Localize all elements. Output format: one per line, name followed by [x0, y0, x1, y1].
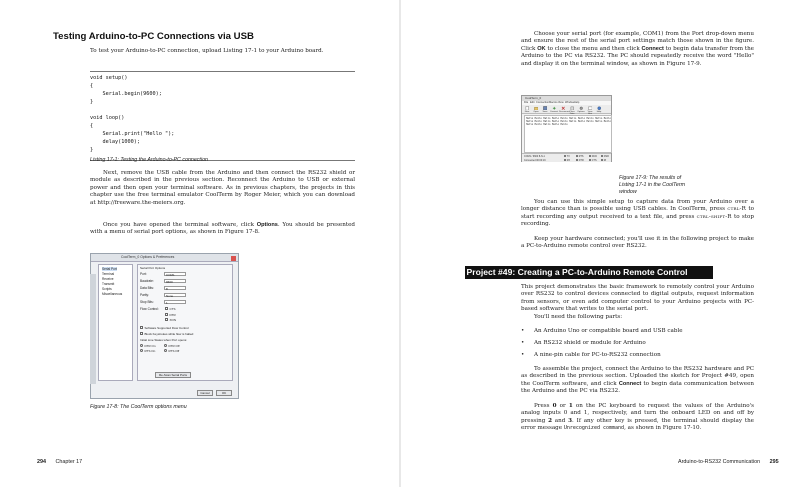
- dialog-title: CoolTerm_0 Options & Preferences: [121, 255, 175, 259]
- nav-item-transmit[interactable]: Transmit: [102, 282, 115, 286]
- coolterm-options-dialog: [90, 253, 239, 399]
- toolbar-clear-data[interactable]: [568, 106, 576, 115]
- parts-list-item: [521, 328, 754, 335]
- port-text-b: to close the menu and then click: [545, 45, 642, 52]
- key-2: 2: [548, 417, 552, 424]
- bullet-icon: •: [521, 340, 525, 346]
- led-dtr-label: DTR: [578, 159, 584, 163]
- view-hex-icon: [588, 106, 593, 111]
- code-line: Serial.begin(9600);: [90, 91, 162, 97]
- ctrl-r-key: ctrl-R: [727, 206, 747, 213]
- led-dcd: [589, 155, 597, 158]
- led-cts-label: CTS: [591, 159, 597, 163]
- rts-off-radio[interactable]: [164, 349, 167, 352]
- recording-text-c: to stop recording.: [521, 213, 754, 228]
- press-text-e: . If any other key is pressed, the terminal should display the error message: [521, 417, 754, 432]
- connect-icon: [552, 106, 557, 111]
- menu-view[interactable]: View: [558, 100, 564, 104]
- intro-paragraph: To test your Arduino-to-PC connection, upload Listing 17-1 to your Arduino board.: [90, 48, 324, 54]
- dtr-off-radio[interactable]: [164, 344, 167, 347]
- led-rx: [564, 159, 570, 162]
- bullet-icon: •: [521, 328, 525, 334]
- port-value: COM1: [166, 273, 175, 277]
- flow-dtr-checkbox[interactable]: [165, 313, 168, 316]
- section-heading: Testing Arduino-to-PC Connections via USB: [53, 31, 254, 42]
- status-connected: Connected 00:00:19: [524, 159, 546, 162]
- menu-edit[interactable]: Edit: [530, 100, 535, 104]
- right-section-label: Arduino-to-RS232 Communication: [678, 459, 761, 465]
- nav-item-terminal[interactable]: Terminal: [102, 272, 115, 276]
- new-icon: [525, 106, 530, 111]
- block-keystrokes-label: Block Keystrokes while flow is halted: [144, 331, 194, 336]
- flow-xon-label: XON: [169, 318, 177, 322]
- port-text-a: Choose your serial port (for example, COM1) from the Port drop-down menu and ensure the rest of the serial port settings match those shown in the figure. Click: [521, 31, 754, 52]
- left-chapter-label: Chapter 17: [55, 459, 83, 465]
- save-icon: [543, 106, 548, 111]
- parts-list-item: [521, 340, 754, 347]
- stopbits-label: Stop Bits:: [140, 300, 154, 304]
- code-line: {: [90, 83, 94, 89]
- press-text-c: on the PC keyboard to request the values of the Arduino's analog inputs 0 and 1, respectively, and turn the onboard LED on and off by pressing: [521, 403, 754, 424]
- toolbar-connect[interactable]: [550, 106, 558, 113]
- code-line: {: [90, 123, 94, 129]
- led-rts-label: RTS: [578, 155, 584, 159]
- parity-dropdown[interactable]: [164, 293, 186, 298]
- led-dsr-label: DSR: [603, 155, 609, 159]
- stopbits-value: 1: [166, 301, 168, 305]
- part-2: An RS232 shield or module for Arduino: [534, 340, 646, 346]
- dialog-titlebar: [91, 254, 238, 262]
- assemble-text-a: To assemble the project, connect the Arduino to the RS232 hardware and PC as described in the previous section. Uploaded the sketch for Project #49, open the CoolTerm software, and click: [521, 366, 754, 387]
- nav-item-misc[interactable]: Miscellaneous: [102, 292, 123, 296]
- parity-value: None: [166, 294, 174, 298]
- keep-connected-paragraph: Keep your hardware connected; you'll use it in the following project to make a PC-to-Arduino remote control over RS232.: [521, 236, 754, 250]
- baudrate-value: 9600: [166, 280, 173, 284]
- body-paragraph-options: [90, 222, 355, 237]
- left-page-number: 294: [37, 459, 46, 465]
- terminal-output-text: Hello Hello Hello Hello Hello Hello Hello Hello Hello Hello Hello Hello Hello Hello Hello Hello Hello Hello Hello Hello Hello Hello Hello Hello Hello: [526, 116, 611, 126]
- dtr-off-label: DTR Off: [168, 343, 180, 348]
- toolbar-clear-data-label: Clear: [569, 110, 575, 113]
- led-tx: [564, 155, 570, 158]
- coolterm-toolbar: [522, 105, 611, 114]
- dtr-on-radio[interactable]: [140, 344, 143, 347]
- baudrate-label: Baudrate:: [140, 279, 154, 283]
- toolbar-new-label: New: [524, 110, 530, 113]
- flow-cts-label: CTS: [169, 307, 176, 311]
- code-line: }: [90, 99, 94, 105]
- port-label: Port:: [140, 272, 147, 276]
- parts-list-item: [521, 352, 754, 359]
- listing-caption: Listing 17-1: Testing the Arduino-to-PC connection: [90, 157, 208, 163]
- open-icon: [534, 106, 539, 111]
- left-folio: [37, 459, 82, 465]
- led-dcd-label: DCD: [591, 155, 597, 159]
- ok-keyword: OK: [537, 45, 546, 52]
- assemble-paragraph: [521, 366, 754, 396]
- connect-keyword: Connect: [641, 45, 664, 52]
- toolbar-disconnect[interactable]: [559, 106, 570, 113]
- toolbar-open-label: Open: [533, 110, 539, 113]
- toolbar-save-label: Save: [542, 110, 548, 113]
- toolbar-view-hex-label: View: [587, 110, 593, 113]
- software-flow-checkbox[interactable]: [140, 326, 143, 329]
- dtr-on-label: DTR On: [144, 343, 156, 348]
- part-1: An Arduino Uno or compatible board and USB cable: [534, 328, 683, 334]
- menu-help[interactable]: Help: [574, 100, 580, 104]
- code-line: Serial.print("Hello ");: [90, 131, 175, 137]
- figure-17-9-caption: Figure 17-9: The results of Listing 17-1 in the CoolTerm window: [619, 175, 686, 195]
- options-icon: [579, 106, 584, 111]
- stopbits-dropdown[interactable]: [164, 300, 186, 305]
- flow-dtr-label: DTR: [169, 312, 176, 317]
- ok-button[interactable]: OK: [216, 390, 232, 396]
- bullet-icon: •: [521, 352, 525, 358]
- menu-window[interactable]: Window: [565, 100, 575, 104]
- keypress-paragraph: [521, 403, 754, 433]
- initial-line-states-label: Initial Line States when Port opens:: [140, 338, 188, 342]
- press-text-b: or: [556, 403, 569, 409]
- close-icon[interactable]: [231, 256, 236, 261]
- key-0: 0: [552, 403, 557, 409]
- toolbar-options-label: Options: [577, 110, 585, 113]
- toolbar-disconnect-label: Disconnect: [559, 110, 570, 113]
- group-title: Serial Port Options: [140, 266, 166, 270]
- led-rts: [576, 155, 584, 158]
- coolterm-status-bar: [522, 153, 611, 162]
- code-line: delay(1000);: [90, 139, 140, 145]
- disconnect-icon: [561, 106, 566, 111]
- nav-item-serial-port[interactable]: Serial Port: [102, 267, 117, 271]
- press-text-d: and: [552, 417, 569, 424]
- port-dropdown[interactable]: [164, 272, 186, 277]
- menu-macros[interactable]: Macros: [549, 100, 558, 104]
- options-nav-pane: [98, 264, 133, 381]
- terminal-output-area[interactable]: [524, 115, 612, 153]
- port-text-c: to begin data transfer from the Arduino to the PC via RS232. The PC should repeatedly receive the word "Hello" and display it on the terminal window, as shown in Figure 17-9.: [521, 45, 754, 67]
- recording-text-b: to start recording any output received to a text file, and press: [521, 206, 754, 220]
- baudrate-dropdown[interactable]: [164, 279, 186, 284]
- right-page-number: 295: [769, 459, 779, 465]
- databits-dropdown[interactable]: [164, 286, 186, 291]
- parity-label: Parity:: [140, 293, 150, 297]
- body-paragraph-usb: Next, remove the USB cable from the Arduino and then connect the RS232 shield or module as described in the previous section. Reconnect the Arduino to USB or external power and then open your terminal software. As in previous chapters, the projects in this chapter use the free terminal emulator CoolTerm by Roger Meier, which you can download at http://freeware.the-meiers.org.: [90, 170, 355, 206]
- toolbar-new[interactable]: [523, 106, 531, 113]
- project-49-title: Project #49: Creating a PC-to-Arduino Remote Control: [466, 267, 688, 277]
- rescan-ports-button[interactable]: Re-Scan Serial Ports: [155, 372, 191, 378]
- coolterm-title: CoolTerm_0: [525, 96, 542, 101]
- toolbar-help-label: Help: [596, 110, 602, 113]
- code-listing: [90, 71, 355, 161]
- key-1: 1: [568, 403, 573, 409]
- ctrl-shift-r-key: ctrl-shift-R: [696, 213, 732, 220]
- toolbar-options[interactable]: [577, 106, 585, 113]
- toolbar-help[interactable]: [595, 106, 603, 113]
- cancel-button[interactable]: Cancel: [197, 390, 213, 396]
- databits-value: 8: [166, 287, 168, 291]
- led-tx-label: TX: [566, 155, 570, 159]
- toolbar-view-hex[interactable]: [586, 106, 594, 115]
- code-line: void setup(): [90, 75, 128, 81]
- block-keystrokes-checkbox[interactable]: [140, 332, 143, 335]
- options-text-a: Once you have opened the terminal software, click: [103, 222, 257, 228]
- assemble-text-b: to begin data communication between the Arduino and the PC via RS232.: [521, 380, 754, 395]
- error-message: Unrecognized command: [563, 425, 625, 432]
- nav-item-receive[interactable]: Receive: [102, 277, 114, 281]
- parts-intro: You'll need the following parts:: [534, 314, 623, 320]
- menu-file[interactable]: File: [524, 100, 529, 104]
- menu-connection[interactable]: Connection: [536, 100, 550, 104]
- clear-data-icon: [570, 106, 575, 111]
- nav-item-scripts[interactable]: Scripts: [102, 287, 112, 291]
- background-window-strip: [90, 274, 96, 384]
- led-dtr: [576, 159, 584, 162]
- options-text-b: . You should be presented with a menu of serial port options, as shown in Figure 17-8.: [90, 222, 355, 236]
- toolbar-save[interactable]: [541, 106, 549, 113]
- right-folio: [678, 459, 779, 465]
- rts-on-radio[interactable]: [140, 349, 143, 352]
- recording-text-a: You can use this simple setup to capture data from your Arduino over a longer distance than is possible using USB cables. In CoolTerm, press: [521, 199, 754, 213]
- key-3: 3: [568, 417, 573, 424]
- coolterm-window: [521, 95, 612, 162]
- figure-17-8-caption: Figure 17-8: The CoolTerm options menu: [90, 404, 187, 410]
- recording-paragraph: [521, 199, 754, 229]
- port-instructions-paragraph: [521, 31, 754, 68]
- software-flow-label: Software Supported Flow Control: [144, 326, 189, 330]
- led-ri: [601, 159, 606, 162]
- project-49-banner: [465, 266, 713, 279]
- options-keyword: Options: [256, 222, 278, 228]
- flow-control-label: Flow Control:: [140, 307, 159, 311]
- led-rx-label: RX: [566, 159, 571, 163]
- led-cts: [589, 159, 597, 162]
- press-text-a: Press: [534, 403, 553, 409]
- rts-off-label: RTS Off: [168, 349, 180, 353]
- databits-label: Data Bits:: [140, 286, 154, 290]
- connect-keyword-2: Connect: [618, 380, 642, 387]
- project-intro-paragraph: This project demonstrates the basic framework to remotely control your Arduino over RS232 to control devices connected to digital outputs, request information from sensors, or even add computer control to your Arduino projects with PC-based software that writes to the serial port.: [521, 284, 754, 313]
- status-port: COM1 / 9600 8-N-1: [524, 155, 545, 158]
- help-icon: [597, 106, 602, 111]
- code-line: }: [90, 147, 94, 153]
- rts-on-label: RTS On: [144, 349, 156, 353]
- code-line: void loop(): [90, 115, 125, 121]
- part-3: A nine-pin cable for PC-to-RS232 connection: [534, 352, 661, 358]
- press-text-f: , as shown in Figure 17-10.: [624, 425, 702, 432]
- flow-xon-checkbox[interactable]: [165, 318, 168, 321]
- led-ri-label: RI: [603, 159, 607, 163]
- led-dsr: [601, 155, 609, 158]
- flow-cts-checkbox[interactable]: [165, 307, 168, 310]
- toolbar-connect-label: Connect: [550, 110, 559, 113]
- toolbar-open[interactable]: [532, 106, 540, 113]
